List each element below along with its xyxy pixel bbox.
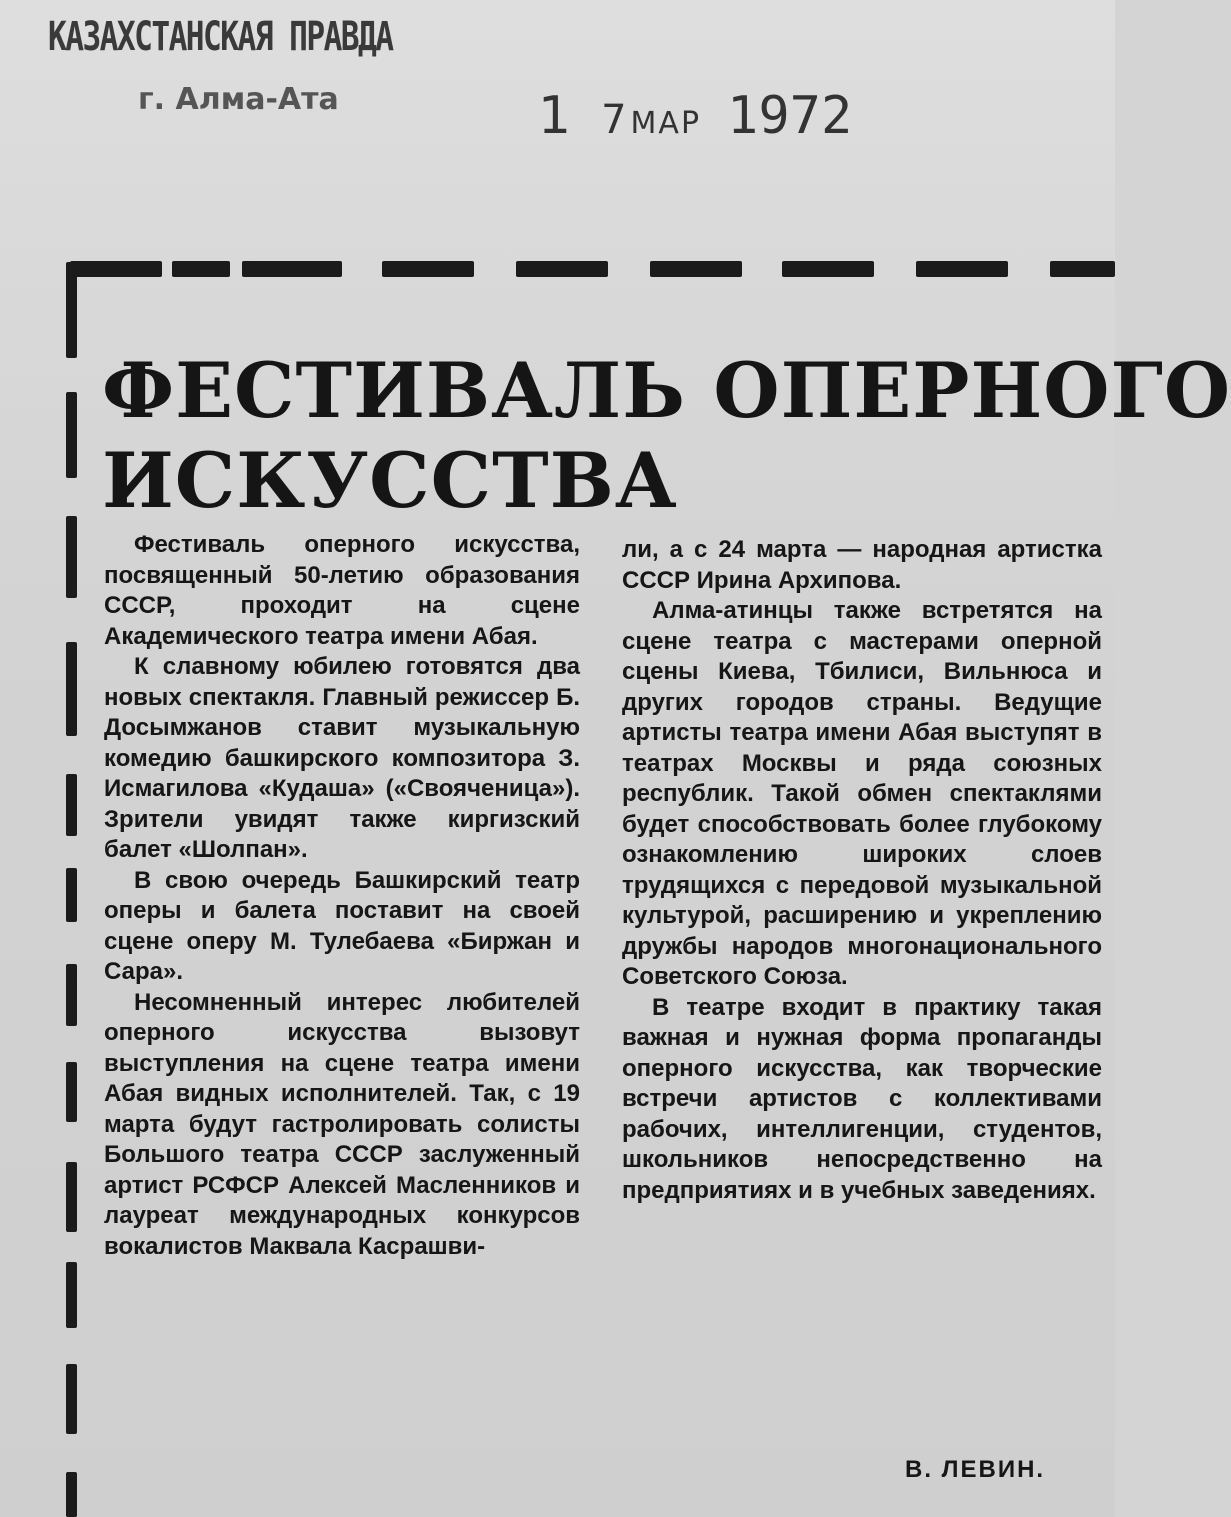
article-title-line-1: ФЕСТИВАЛЬ ОПЕРНОГО [102,346,1231,435]
article-column-right [622,535,1102,1206]
date-day-digit-2: 7 [601,97,627,143]
date-day-digit-1: 1 [538,86,572,146]
article-title-line-2: ИСКУССТВА [102,436,678,525]
date-stamp [538,86,852,146]
paragraph: ли, а с 24 марта — народная артистка СССР Ирина Архипова. [622,536,1102,594]
paragraph: В театре входит в практику такая важная и нужная форма пропаганды оперного искусства, как творческие встречи артистов с коллективами рабочих, интеллигенции, студентов, школьников непосредственно на предприятиях и в учебных заведениях. [622,993,1102,1204]
paragraph: Фестиваль оперного искусства, посвященный 50-летию образования СССР, проходит на сцене Академического театра имени Абая. [104,531,580,650]
frame-top-border [70,261,1115,279]
city-stamp: г. Алма-Ата [138,82,339,117]
paragraph: Несомненный интерес любителей оперного искусства вызовут выступления на сцене театра имени Абая видных исполнителей. Так, с 19 марта будут гастролировать солисты Большого театра СССР заслуженный артист РСФСР Алексей Масленников и лауреат международных конкурсов вокалистов Маквала Касрашви- [104,988,580,1260]
article-column-left [104,530,580,1262]
date-month: МАР [630,106,702,141]
frame-left-border [66,262,78,1517]
newspaper-name-stamp: КАЗАХСТАНСКАЯ ПРАВДА [48,14,393,60]
paragraph: В свою очередь Башкирский театр оперы и балета поставит на своей сцене оперу М. Тулебаева «Биржан и Сара». [104,866,580,985]
date-year: 1972 [727,86,853,146]
article-title [102,346,1231,526]
author-signature: В. ЛЕВИН. [905,1456,1046,1483]
paragraph: К славному юбилею готовятся два новых спектакля. Главный режиссер Б. Досымжанов ставит музыкальную комедию башкирского композитора З. Исмагилова «Кудаша» («Свояченица»). Зрители увидят также киргизский балет «Шолпан». [104,653,580,863]
paragraph: Алма-атинцы также встретятся на сцене театра с мастерами оперной сцены Киева, Тбилиси, Вильнюса и других городов страны. Ведущие артисты театра имени Абая выступят в театрах Москвы и ряда союзных республик. Такой обмен спектаклями будет способствовать более глубокому ознакомлению широких слоев трудящихся с передовой музыкальной культурой, расширению и укреплению дружбы народов многонационального Советского Союза. [622,597,1102,990]
